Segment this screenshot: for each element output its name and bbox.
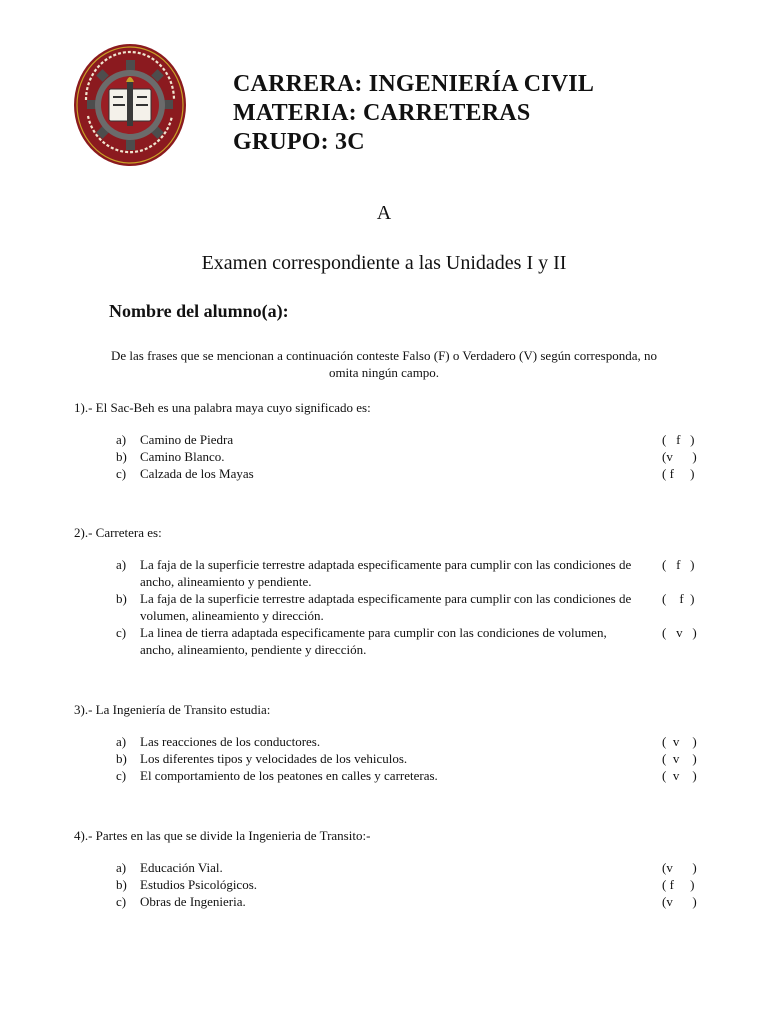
- exam-title: Examen correspondiente a las Unidades I y II: [201, 252, 567, 274]
- option-row: [74, 624, 714, 658]
- option-letter: a): [116, 557, 127, 572]
- option-text: Las reacciones de los conductores.: [140, 734, 321, 749]
- option-text: La faja de la superficie terrestre adaptada especificamente para cumplir con las condiciones de ancho, alineamiento y pendiente.: [140, 557, 632, 589]
- question-text: 4).- Partes en las que se divide la Ingenieria de Transito:-: [74, 828, 371, 843]
- option-row: [74, 750, 714, 767]
- option-text: Camino de Piedra: [140, 432, 234, 447]
- question-2: [74, 524, 714, 658]
- option-row: [74, 465, 714, 482]
- option-letter: c): [116, 466, 127, 481]
- option-text: La faja de la superficie terrestre adaptada especificamente para cumplir con las condiciones de volumen, alineamiento y dirección.: [140, 591, 632, 623]
- option-letter: b): [116, 877, 127, 892]
- option-letter: c): [116, 768, 127, 783]
- option-row: [74, 767, 714, 784]
- answer-field: ( v ): [662, 625, 697, 640]
- question-4: [74, 827, 714, 910]
- question-3: [74, 701, 714, 784]
- answer-field: (v ): [662, 860, 697, 875]
- question-text: 2).- Carretera es:: [74, 525, 162, 540]
- option-text: Educación Vial.: [140, 860, 223, 875]
- question-text: 1).- El Sac-Beh es una palabra maya cuyo significado es:: [74, 400, 371, 415]
- answer-field: ( f ): [662, 466, 695, 481]
- answer-field: ( f ): [662, 432, 695, 447]
- option-letter: c): [116, 894, 127, 909]
- option-letter: a): [116, 860, 127, 875]
- answer-field: ( v ): [662, 734, 697, 749]
- instructions-text: De las frases que se mencionan a continuación conteste Falso (F) o Verdadero (V) según corresponda, no omita ningún campo.: [111, 348, 657, 380]
- option-text: Obras de Ingenieria.: [140, 894, 246, 909]
- answer-field: ( f ): [662, 557, 695, 572]
- group-line: GRUPO: 3C: [233, 129, 365, 155]
- option-text: Los diferentes tipos y velocidades de los vehiculos.: [140, 751, 408, 766]
- option-row: [74, 876, 714, 893]
- answer-field: ( v ): [662, 751, 697, 766]
- option-row: [74, 448, 714, 465]
- option-text: Estudios Psicológicos.: [140, 877, 258, 892]
- question-1: [74, 399, 714, 482]
- answer-field: ( v ): [662, 768, 697, 783]
- answer-field: (v ): [662, 894, 697, 909]
- option-letter: b): [116, 449, 127, 464]
- option-text: Calzada de los Mayas: [140, 466, 254, 481]
- option-row: [74, 431, 714, 448]
- option-text: Camino Blanco.: [140, 449, 225, 464]
- option-letter: a): [116, 734, 127, 749]
- question-text: 3).- La Ingeniería de Transito estudia:: [74, 702, 271, 717]
- option-letter: b): [116, 591, 127, 606]
- option-row: [74, 733, 714, 750]
- exam-version: A: [376, 202, 392, 224]
- option-row: [74, 556, 714, 590]
- option-letter: c): [116, 625, 127, 640]
- seal-graphic: [72, 42, 188, 168]
- option-row: [74, 859, 714, 876]
- option-text: La linea de tierra adaptada especificamente para cumplir con las condiciones de volumen, ancho, alineamiento, pendiente y dirección.: [140, 625, 607, 657]
- institute-seal-logo: [72, 42, 188, 168]
- student-name-label: Nombre del alumno(a):: [109, 301, 289, 321]
- option-row: [74, 893, 714, 910]
- answer-field: ( f ): [662, 877, 695, 892]
- option-row: [74, 590, 714, 624]
- subject-line: MATERIA: CARRETERAS: [233, 100, 531, 126]
- course-header: [233, 70, 594, 157]
- career-line: CARRERA: INGENIERÍA CIVIL: [233, 71, 595, 97]
- option-letter: b): [116, 751, 127, 766]
- answer-field: ( f ): [662, 591, 695, 606]
- option-letter: a): [116, 432, 127, 447]
- answer-field: (v ): [662, 449, 697, 464]
- option-text: El comportamiento de los peatones en calles y carreteras.: [140, 768, 438, 783]
